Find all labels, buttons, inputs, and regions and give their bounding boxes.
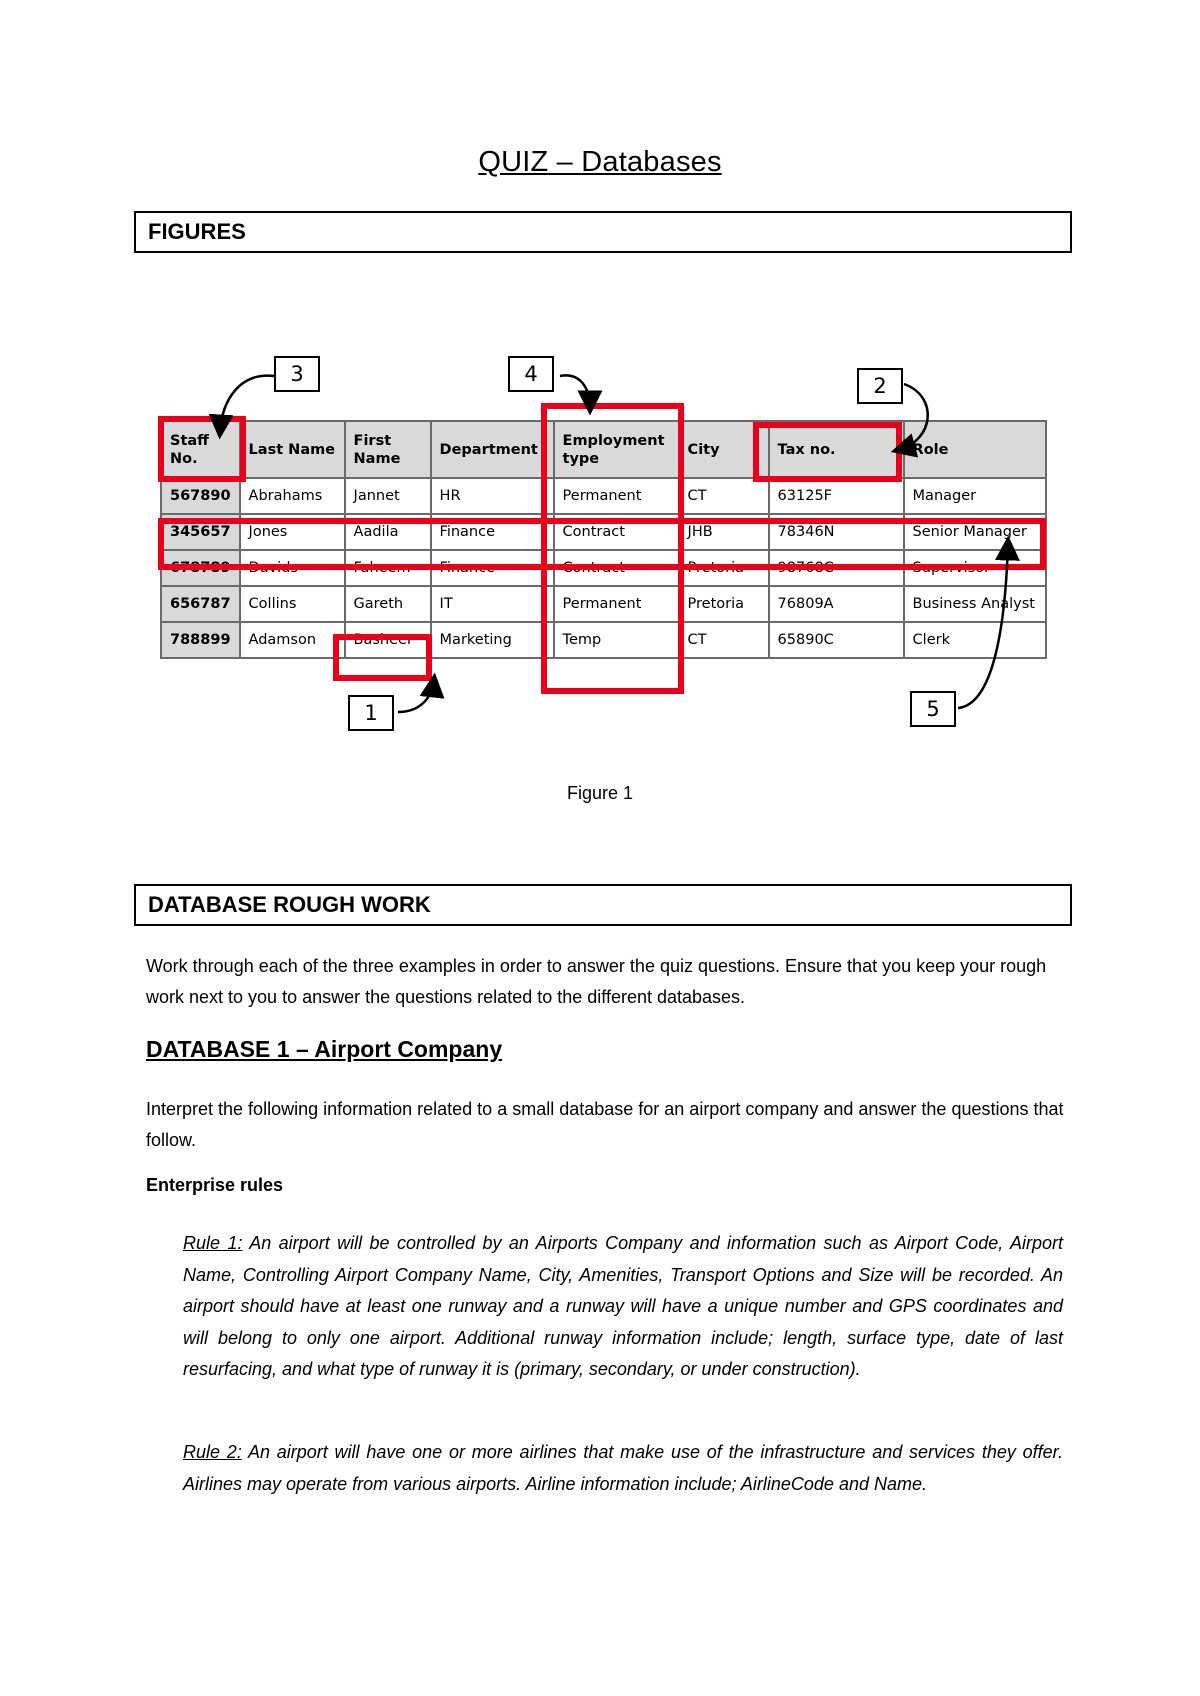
- table-cell: Gareth: [345, 586, 431, 622]
- arrow-5: [958, 543, 1008, 708]
- table-cell: 345657: [161, 514, 240, 550]
- table-cell: 78346N: [769, 514, 904, 550]
- enterprise-rules-label: Enterprise rules: [146, 1175, 284, 1195]
- rule-text: An airport will have one or more airlines that make use of the infrastructure and services they offer. Airlines may operate from various airports. Airline information include; AirlineCode and Name.: [183, 1442, 1063, 1494]
- column-header: Employment type: [554, 421, 679, 478]
- rule-2: [183, 1437, 1063, 1500]
- table-cell: Adamson: [240, 622, 345, 658]
- callout-2: 2: [857, 368, 903, 404]
- table-cell: Contract: [554, 514, 679, 550]
- column-header: First Name: [345, 421, 431, 478]
- table-cell: Finance: [431, 550, 554, 586]
- table-cell: Contract: [554, 550, 679, 586]
- rule-label: Rule 2:: [183, 1442, 242, 1462]
- table-cell: Permanent: [554, 586, 679, 622]
- table-cell: Finance: [431, 514, 554, 550]
- arrow-4: [560, 375, 590, 408]
- table-cell: 76809A: [769, 586, 904, 622]
- table-cell: 656787: [161, 586, 240, 622]
- callout-3: 3: [274, 356, 320, 392]
- section-title: DATABASE ROUGH WORK: [148, 892, 431, 917]
- table-cell: Pretoria: [679, 586, 769, 622]
- table-cell: Senior Manager: [904, 514, 1046, 550]
- table-cell: Jones: [240, 514, 345, 550]
- intro-paragraph: Work through each of the three examples in order to answer the quiz questions. Ensure that you keep your rough work next to you to answer the questions related to the different databases.: [146, 956, 1047, 1007]
- table-cell: Faheem: [345, 550, 431, 586]
- table-cell: Manager: [904, 478, 1046, 514]
- table-cell: Pretoria: [679, 550, 769, 586]
- table-cell: HR: [431, 478, 554, 514]
- table-cell: IT: [431, 586, 554, 622]
- database-1-heading: DATABASE 1 – Airport Company: [146, 1036, 503, 1062]
- callout-4: 4: [508, 356, 554, 392]
- database-1-description: Interpret the following information related to a small database for an airport company and answer the questions that follow.: [146, 1099, 1064, 1150]
- table-cell: Aadila: [345, 514, 431, 550]
- column-header: Department: [431, 421, 554, 478]
- table-cell: JHB: [679, 514, 769, 550]
- rule-text: An airport will be controlled by an Airports Company and information such as Airport Code, Airport Name, Controlling Airport Company Name, City, Amenities, Transport Options and Size will be recorded. An airport should have at least one runway and a runway will have a unique number and GPS coordinates and will belong to only one airport. Additional runway information include; length, surface type, date of last resurfacing, and what type of runway it is (primary, secondary, or under construction).: [183, 1233, 1063, 1379]
- table-cell: CT: [679, 478, 769, 514]
- section-title: FIGURES: [148, 219, 246, 244]
- table-cell: Davids: [240, 550, 345, 586]
- callout-arrows: [0, 0, 1200, 800]
- table-cell: Jannet: [345, 478, 431, 514]
- table-cell: Basheer: [345, 622, 431, 658]
- column-header: Last Name: [240, 421, 345, 478]
- table-cell: Marketing: [431, 622, 554, 658]
- table-cell: 678789: [161, 550, 240, 586]
- column-header: Staff No.: [161, 421, 240, 478]
- table-cell: 63125F: [769, 478, 904, 514]
- arrow-1: [398, 680, 434, 712]
- table-cell: Collins: [240, 586, 345, 622]
- page-title: QUIZ – Databases: [478, 146, 722, 178]
- figure-caption: Figure 1: [566, 783, 634, 803]
- table-cell: Clerk: [904, 622, 1046, 658]
- column-header: Role: [904, 421, 1046, 478]
- rough-work-section-header: [134, 884, 1072, 926]
- table-cell: Permanent: [554, 478, 679, 514]
- table-cell: Business Analyst: [904, 586, 1046, 622]
- table-cell: 788899: [161, 622, 240, 658]
- column-header: Tax no.: [769, 421, 904, 478]
- column-header: City: [679, 421, 769, 478]
- rule-label: Rule 1:: [183, 1233, 243, 1253]
- table-cell: Temp: [554, 622, 679, 658]
- table-cell: 65890C: [769, 622, 904, 658]
- callout-1: 1: [348, 695, 394, 731]
- table-cell: Abrahams: [240, 478, 345, 514]
- table-cell: Supervisor: [904, 550, 1046, 586]
- rule-1: [183, 1228, 1063, 1386]
- table-cell: 98768C: [769, 550, 904, 586]
- table-cell: CT: [679, 622, 769, 658]
- table-cell: 567890: [161, 478, 240, 514]
- callout-5: 5: [910, 691, 956, 727]
- arrow-3: [220, 376, 274, 432]
